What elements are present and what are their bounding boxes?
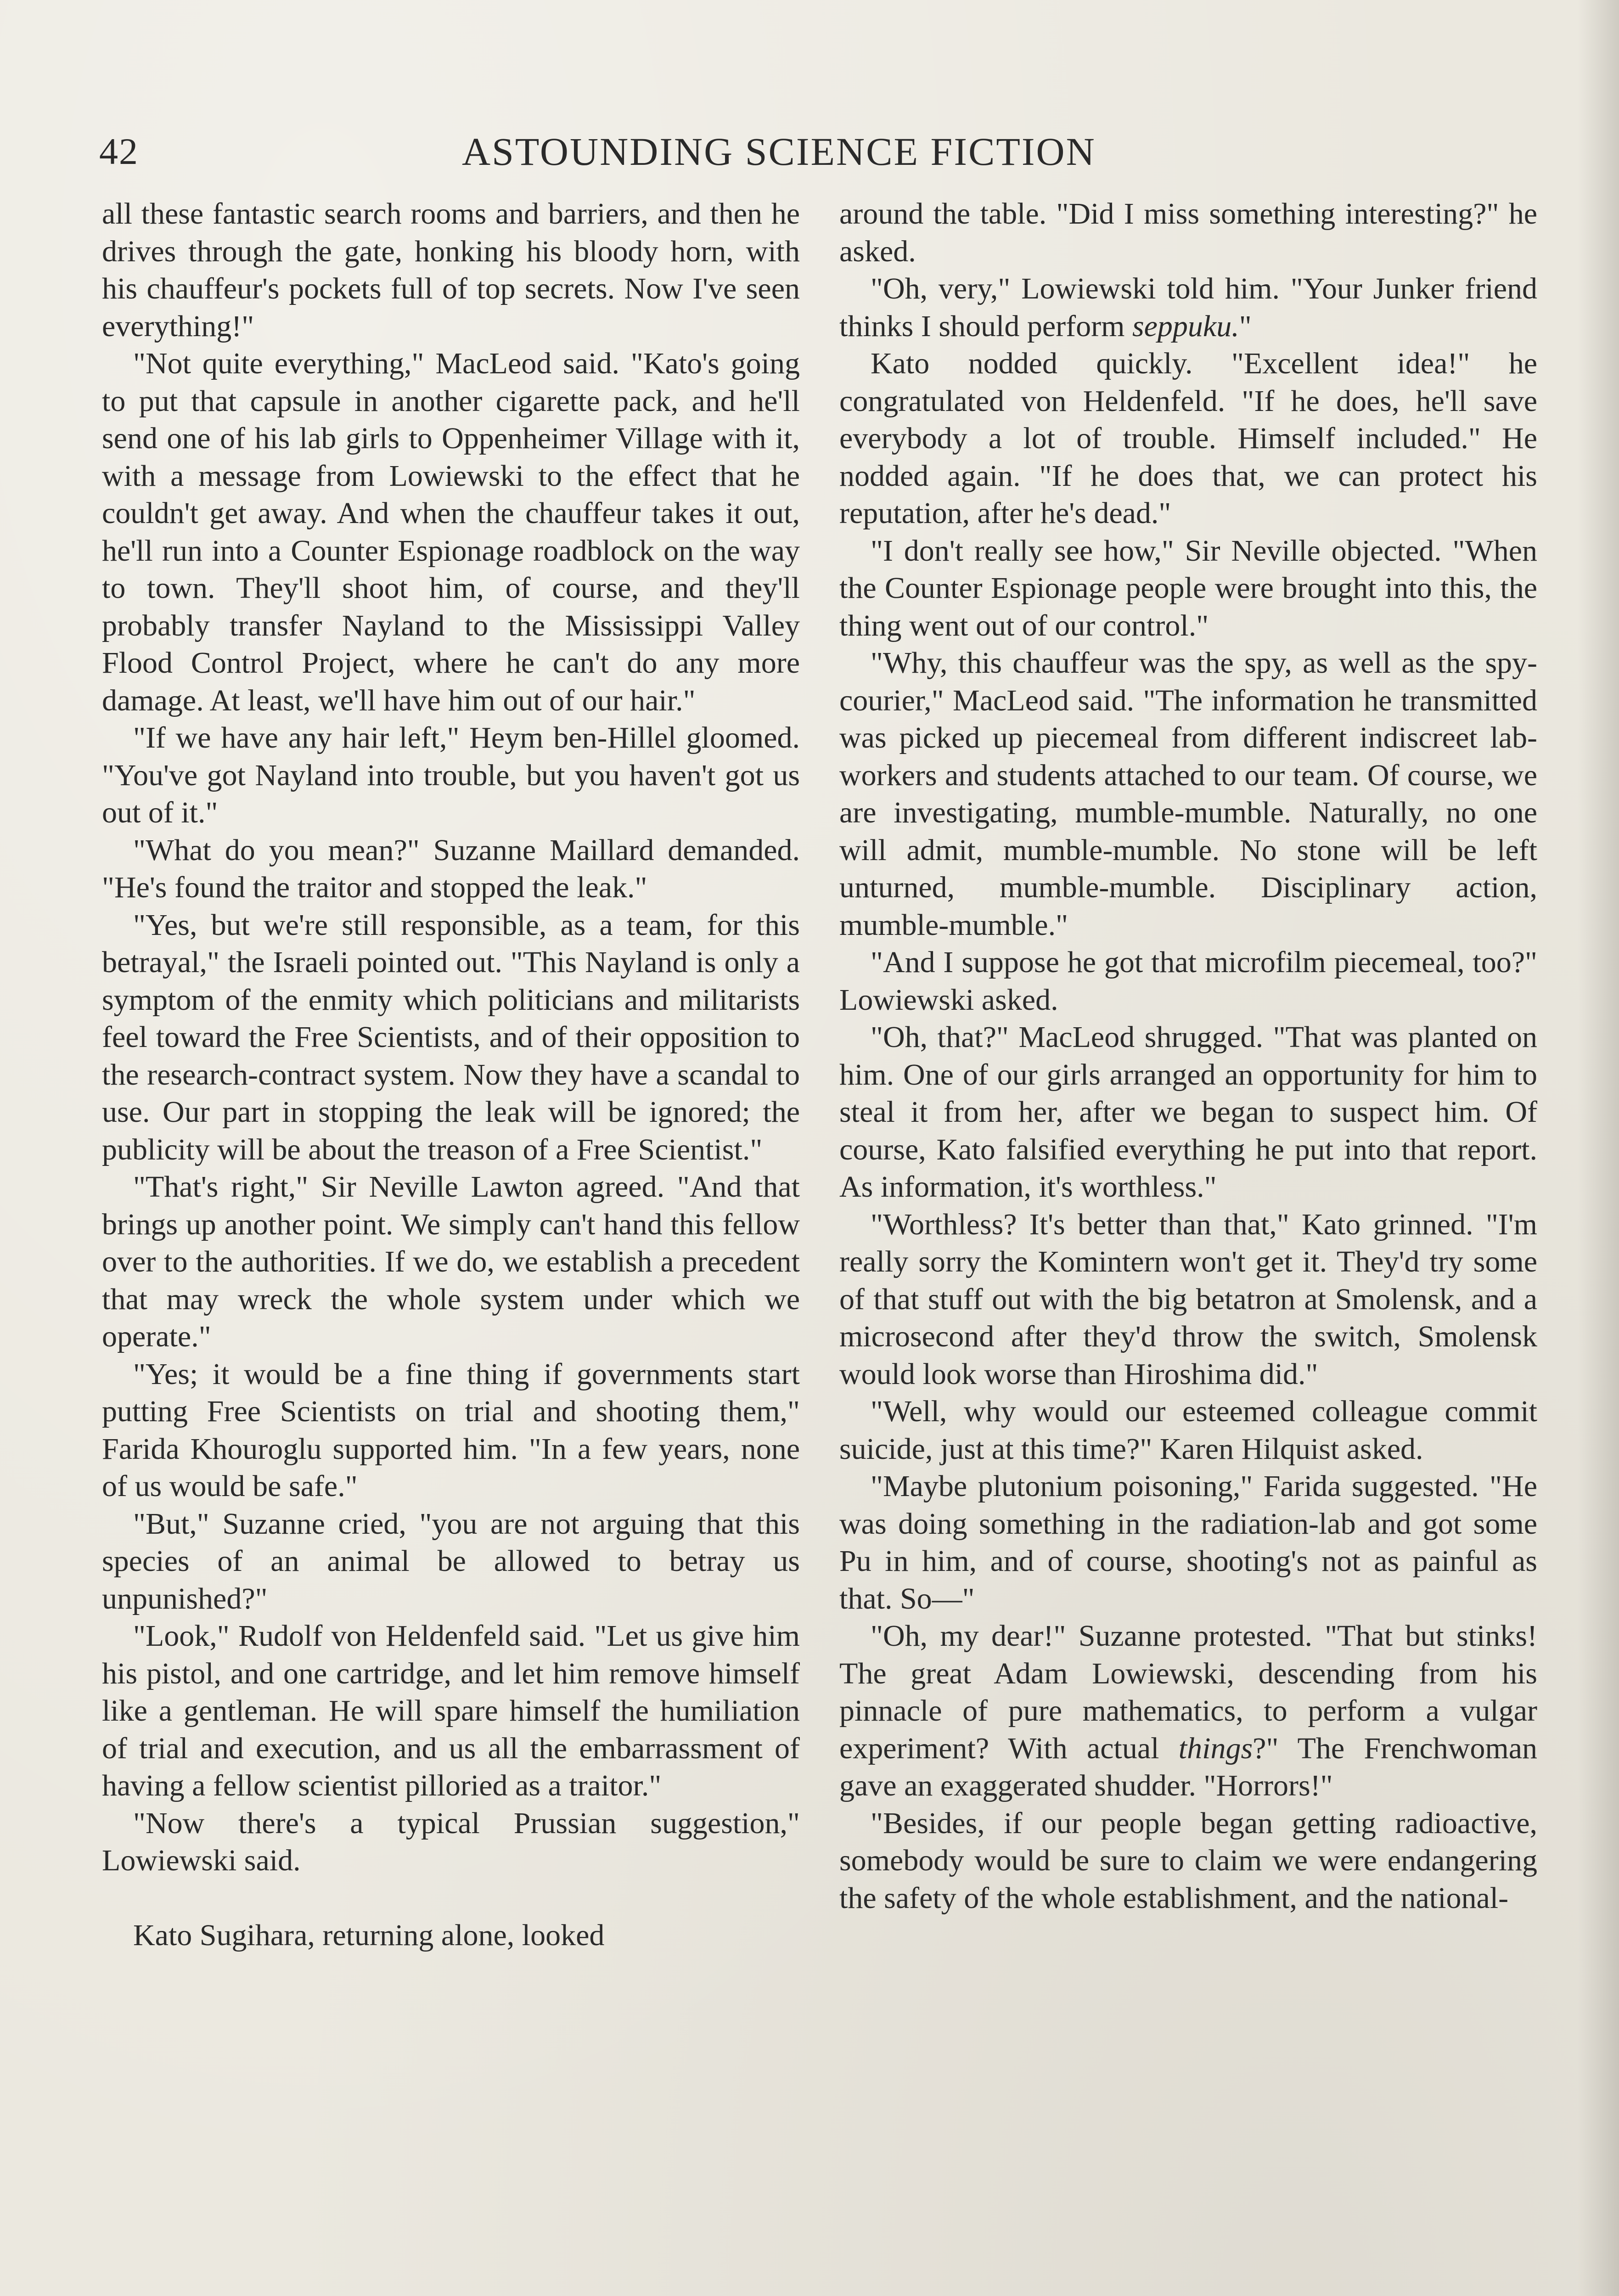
paragraph: all these fantastic search rooms and barriers, and then he drives through the gate, honking his bloody horn, with his chauffeur's pockets full of top secrets. Now I've seen everything!"	[102, 197, 800, 343]
italic-word: things	[1178, 1731, 1253, 1765]
paragraph: "That's right," Sir Neville Lawton agreed. "And that brings up another point. We simply can't hand this fellow over to the authorities. If we do, we establish a precedent that may wreck the whole system under which we operate."	[102, 1170, 800, 1353]
paragraph: "I don't really see how," Sir Neville objected. "When the Counter Espionage people were brought into this, the thing went out of our control."	[839, 534, 1537, 642]
paragraph: "Why, this chauffeur was the spy, as well as the spy-courier," MacLeod said. "The information he transmitted was picked up piecemeal from different indiscreet lab-workers and students attached to our team. Of course, we are investigating, mumble-mumble. Naturally, no one will admit, mumble-mumble. No stone will be left unturned, mumble-mumble. Disciplinary action, mumble-mumble."	[839, 646, 1537, 942]
paragraph: "Maybe plutonium poisoning," Farida suggested. "He was doing something in the radiation-lab and got some Pu in him, and of course, shooting's not as painful as that. So—"	[839, 1469, 1537, 1615]
magazine-title: ASTOUNDING SCIENCE FICTION	[462, 129, 1096, 174]
paragraph: "What do you mean?" Suzanne Maillard demanded. "He's found the traitor and stopped the leak."	[102, 833, 800, 904]
paragraph: around the table. "Did I miss something interesting?" he asked.	[839, 197, 1537, 268]
closing-quote: "	[1239, 309, 1252, 343]
paragraph: "But," Suzanne cried, "you are not arguing that this species of an animal be allowed to betray us unpunished?"	[102, 1507, 800, 1615]
paragraph	[839, 345, 1537, 532]
paragraph	[839, 1617, 1537, 1805]
paragraph-text: "Excellent idea!" he congratulated von Heldenfeld. "If he does, he'll save everybody a lot of trouble. Himself included." He nodded again. "If he does that, we can protect his reputation, after he's dead."	[839, 347, 1537, 530]
paragraph: "And I suppose he got that microfilm piecemeal, too?" Lowiewski asked.	[839, 945, 1537, 1017]
right-column	[839, 195, 1537, 1917]
page-header	[99, 124, 1532, 179]
paragraph-text: "Oh, my dear!" Suzanne protested. "That but stinks! The great Adam Lowiewski, descending from his pinnacle of pure mathematics, to perform a vulgar experiment? With actual	[839, 1619, 1537, 1765]
paragraph-text: " The Frenchwoman gave an exaggerated shudder. "Horrors!"	[839, 1731, 1537, 1802]
paragraph: "Look," Rudolf von Heldenfeld said. "Let us give him his pistol, and one cartridge, and let him remove himself like a gentleman. He will spare himself the humiliation of trial and execution, and us all the embarrassment of having a fellow scientist pilloried as a traitor."	[102, 1619, 800, 1802]
question-mark: ?	[1253, 1731, 1266, 1765]
page-number: 42	[99, 130, 139, 172]
paragraph-text: Kato nodded quickly.	[871, 347, 1231, 380]
paragraph: "Yes, but we're still responsible, as a team, for this betrayal," the Israeli pointed out. "This Nayland is only a symptom of the enmity which politicians and militarists feel toward the Free Scientists, and of their opposition to the research-contract system. Now they have a scandal to use. Our part in stopping the leak will be ignored; the publicity will be about the treason of a Free Scientist."	[102, 908, 800, 1166]
paragraph-text: "Oh, very," Lowiewski told him. "Your Junker friend thinks I should perform	[839, 272, 1537, 343]
paragraph: "Oh, that?" MacLeod shrugged. "That was planted on him. One of our girls arranged an opportunity for him to steal it from her, after we began to suspect him. Of course, Kato falsified everything he put into that report. As information, it's worthless."	[839, 1020, 1537, 1204]
paragraph: "Not quite everything," MacLeod said. "Kato's going to put that capsule in another cigarette pack, and he'll send one of his lab girls to Oppenheimer Village with it, with a message from Lowiewski to the effect that he couldn't get away. And when the chauffeur takes it out, he'll run into a Counter Espionage roadblock on the way to town. They'll shoot him, of course, and they'll probably transfer Nayland to the Mississippi Valley Flood Control Project, where he can't do any more damage. At least, we'll have him out of our hair."	[102, 347, 800, 717]
left-column	[102, 195, 800, 1954]
paragraph: "Besides, if our people began getting radioactive, somebody would be sure to claim we were endangering the safety of the whole establishment, and the national-	[839, 1806, 1537, 1915]
paragraph: "Well, why would our esteemed colleague commit suicide, just at this time?" Karen Hilquist asked.	[839, 1395, 1537, 1466]
paragraph: Kato Sugihara, returning alone, looked	[133, 1918, 605, 1952]
paragraph: "If we have any hair left," Heym ben-Hillel gloomed. "You've got Nayland into trouble, but you haven't got us out of it."	[102, 721, 800, 829]
page-edge-shadow	[1578, 0, 1619, 2296]
paragraph: "Now there's a typical Prussian suggestion," Lowiewski said.	[102, 1806, 800, 1877]
paragraph	[839, 270, 1537, 345]
paragraph: "Worthless? It's better than that," Kato grinned. "I'm really sorry the Komintern won't get it. They'd try some of that stuff out with the big betatron at Smolensk, and a microsecond after they'd throw the switch, Smolensk would look worse than Hiroshima did."	[839, 1207, 1537, 1391]
paragraph: "Yes; it would be a fine thing if governments start putting Free Scientists on trial and shooting them," Farida Khouroglu supported him. "In a few years, none of us would be safe."	[102, 1357, 800, 1503]
italic-word: seppuku.	[1132, 309, 1239, 343]
